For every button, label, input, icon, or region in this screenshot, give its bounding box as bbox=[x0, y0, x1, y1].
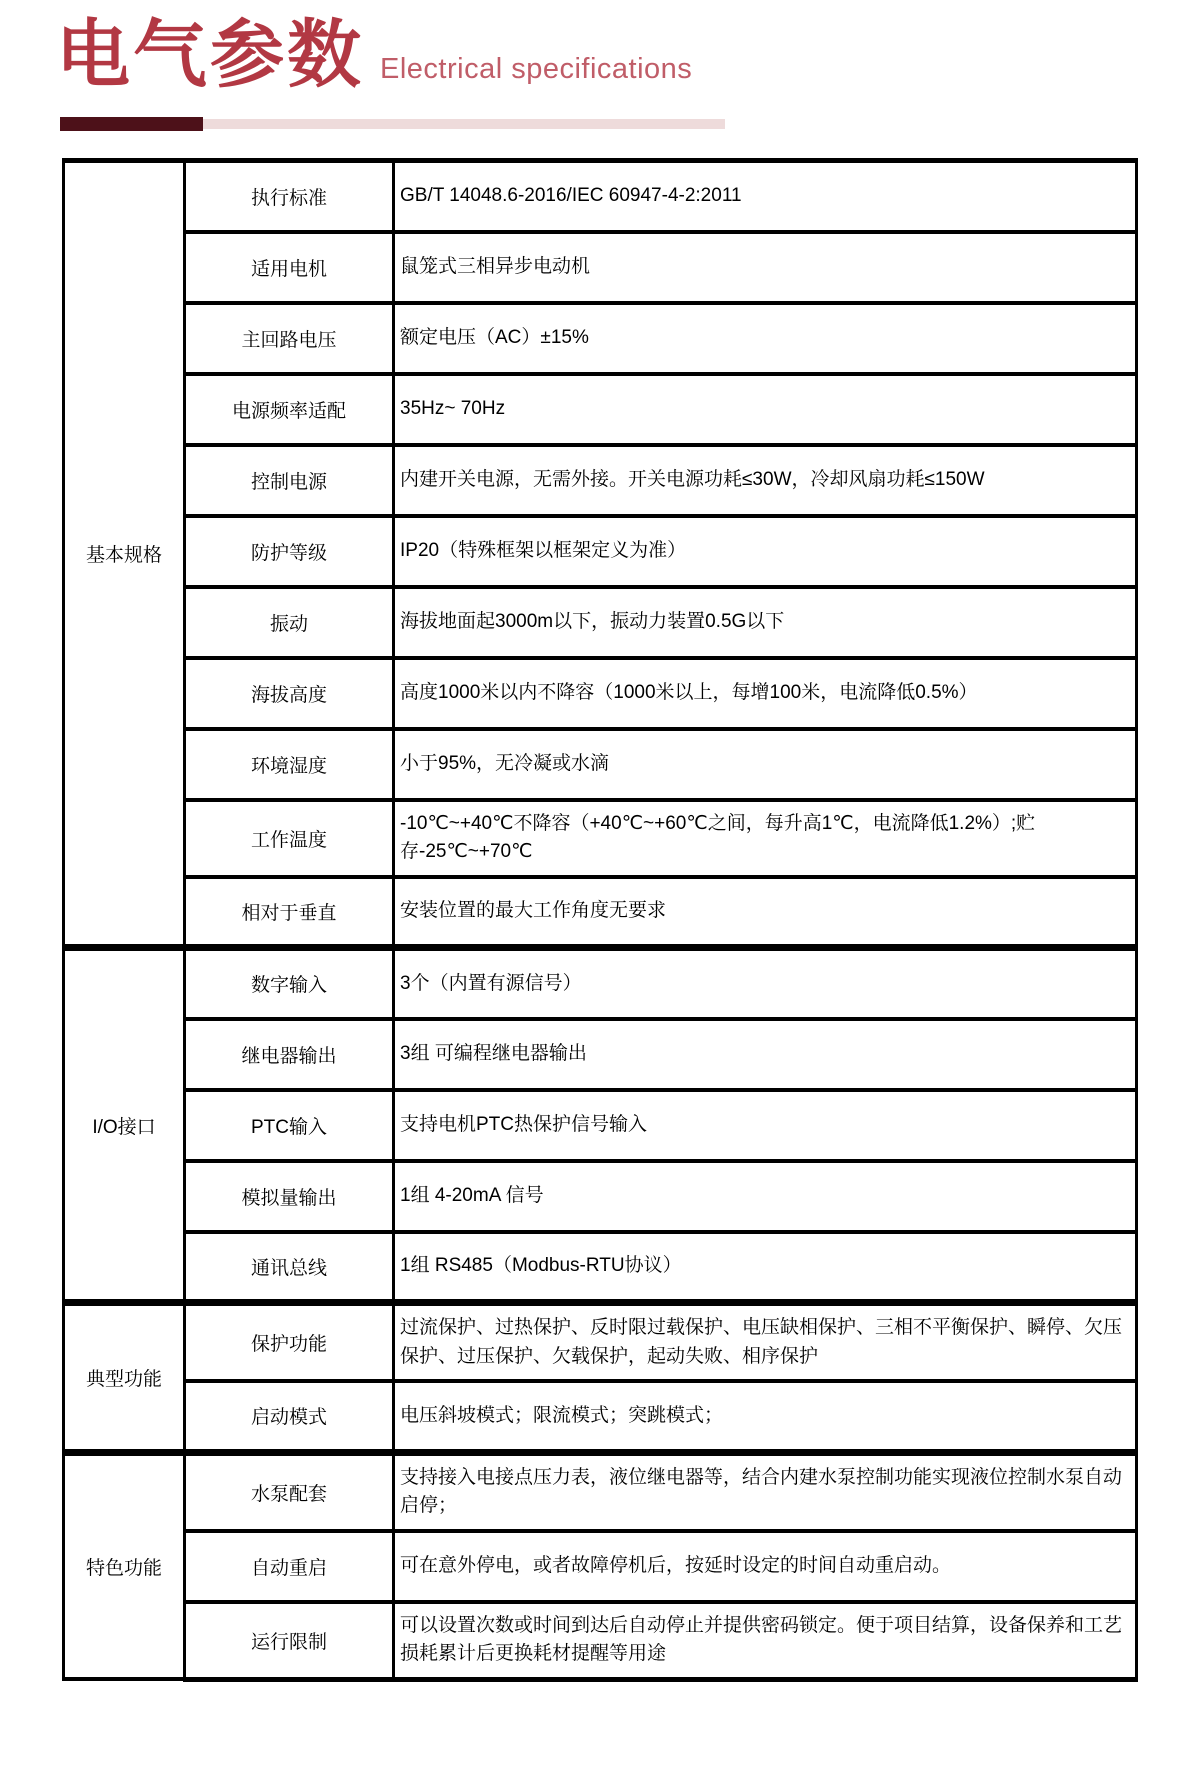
parameter-value-cell: -10℃~+40℃不降容（+40℃~+60℃之间，每升高1℃，电流降低1.2%）;贮存-25℃~+70℃ bbox=[394, 800, 1137, 877]
parameter-name-cell: 通讯总线 bbox=[185, 1232, 394, 1303]
table-row bbox=[64, 1602, 1137, 1680]
parameter-name-cell: 继电器输出 bbox=[185, 1019, 394, 1090]
parameter-name-cell: PTC输入 bbox=[185, 1090, 394, 1161]
title-underline-dark-segment bbox=[60, 117, 203, 131]
parameter-value-cell: 3个（内置有源信号） bbox=[394, 948, 1137, 1019]
table-row bbox=[64, 1452, 1137, 1531]
parameter-name-cell: 主回路电压 bbox=[185, 303, 394, 374]
parameter-value-cell: 海拔地面起3000m以下，振动力装置0.5G以下 bbox=[394, 587, 1137, 658]
page-header bbox=[56, 14, 692, 95]
parameter-name-cell: 防护等级 bbox=[185, 516, 394, 587]
specifications-table bbox=[62, 158, 1138, 1682]
page-subtitle: Electrical specifications bbox=[380, 53, 693, 86]
table-row bbox=[64, 1232, 1137, 1303]
table-row bbox=[64, 729, 1137, 800]
parameter-value-cell: 3组 可编程继电器输出 bbox=[394, 1019, 1137, 1090]
parameter-value-cell: 小于95%，无冷凝或水滴 bbox=[394, 729, 1137, 800]
table-row bbox=[64, 303, 1137, 374]
table-row bbox=[64, 658, 1137, 729]
parameter-name-cell: 环境湿度 bbox=[185, 729, 394, 800]
parameter-value-cell: 内建开关电源，无需外接。开关电源功耗≤30W，冷却风扇功耗≤150W bbox=[394, 445, 1137, 516]
table-row bbox=[64, 1161, 1137, 1232]
parameter-name-cell: 适用电机 bbox=[185, 232, 394, 303]
parameter-name-cell: 海拔高度 bbox=[185, 658, 394, 729]
parameter-value-cell: 可在意外停电，或者故障停机后，按延时设定的时间自动重启动。 bbox=[394, 1531, 1137, 1602]
section-label: 特色功能 bbox=[64, 1452, 185, 1679]
parameter-name-cell: 启动模式 bbox=[185, 1381, 394, 1452]
parameter-value-cell: 1组 RS485（Modbus-RTU协议） bbox=[394, 1232, 1137, 1303]
parameter-name-cell: 自动重启 bbox=[185, 1531, 394, 1602]
parameter-name-cell: 保护功能 bbox=[185, 1303, 394, 1382]
parameter-value-cell: 35Hz~ 70Hz bbox=[394, 374, 1137, 445]
parameter-name-cell: 水泵配套 bbox=[185, 1452, 394, 1531]
parameter-name-cell: 数字输入 bbox=[185, 948, 394, 1019]
table-row bbox=[64, 1019, 1137, 1090]
table-row bbox=[64, 232, 1137, 303]
table-row bbox=[64, 1303, 1137, 1382]
table-row bbox=[64, 516, 1137, 587]
parameter-value-cell: 电压斜坡模式；限流模式；突跳模式； bbox=[394, 1381, 1137, 1452]
table-row bbox=[64, 374, 1137, 445]
table-row bbox=[64, 587, 1137, 658]
parameter-value-cell: 额定电压（AC）±15% bbox=[394, 303, 1137, 374]
table-row bbox=[64, 877, 1137, 948]
parameter-name-cell: 执行标准 bbox=[185, 161, 394, 232]
table-row bbox=[64, 1090, 1137, 1161]
parameter-value-cell: 支持电机PTC热保护信号输入 bbox=[394, 1090, 1137, 1161]
parameter-name-cell: 电源频率适配 bbox=[185, 374, 394, 445]
parameter-name-cell: 相对于垂直 bbox=[185, 877, 394, 948]
parameter-value-cell: 高度1000米以内不降容（1000米以上，每增100米，电流降低0.5%） bbox=[394, 658, 1137, 729]
section-label: 基本规格 bbox=[64, 161, 185, 948]
parameter-value-cell: 过流保护、过热保护、反时限过载保护、电压缺相保护、三相不平衡保护、瞬停、欠压保护、过压保护、欠载保护，起动失败、相序保护 bbox=[394, 1303, 1137, 1382]
title-underline-light-segment bbox=[203, 119, 725, 129]
table-row bbox=[64, 1381, 1137, 1452]
parameter-value-cell: 可以设置次数或时间到达后自动停止并提供密码锁定。便于项目结算，设备保养和工艺损耗累计后更换耗材提醒等用途 bbox=[394, 1602, 1137, 1680]
table-row bbox=[64, 800, 1137, 877]
parameter-name-cell: 控制电源 bbox=[185, 445, 394, 516]
section-label: 典型功能 bbox=[64, 1303, 185, 1453]
parameter-value-cell: GB/T 14048.6-2016/IEC 60947-4-2:2011 bbox=[394, 161, 1137, 232]
table-row bbox=[64, 948, 1137, 1019]
parameter-name-cell: 工作温度 bbox=[185, 800, 394, 877]
table-row bbox=[64, 1531, 1137, 1602]
title-underline bbox=[60, 117, 725, 131]
parameter-value-cell: 鼠笼式三相异步电动机 bbox=[394, 232, 1137, 303]
section-label: I/O接口 bbox=[64, 948, 185, 1303]
parameter-value-cell: 安装位置的最大工作角度无要求 bbox=[394, 877, 1137, 948]
page-title: 电气参数 bbox=[56, 13, 364, 96]
parameter-value-cell: 支持接入电接点压力表，液位继电器等，结合内建水泵控制功能实现液位控制水泵自动启停； bbox=[394, 1452, 1137, 1531]
parameter-name-cell: 模拟量输出 bbox=[185, 1161, 394, 1232]
table-row bbox=[64, 445, 1137, 516]
parameter-name-cell: 振动 bbox=[185, 587, 394, 658]
parameter-value-cell: 1组 4-20mA 信号 bbox=[394, 1161, 1137, 1232]
parameter-value-cell: IP20（特殊框架以框架定义为准） bbox=[394, 516, 1137, 587]
parameter-name-cell: 运行限制 bbox=[185, 1602, 394, 1680]
table-row bbox=[64, 161, 1137, 232]
